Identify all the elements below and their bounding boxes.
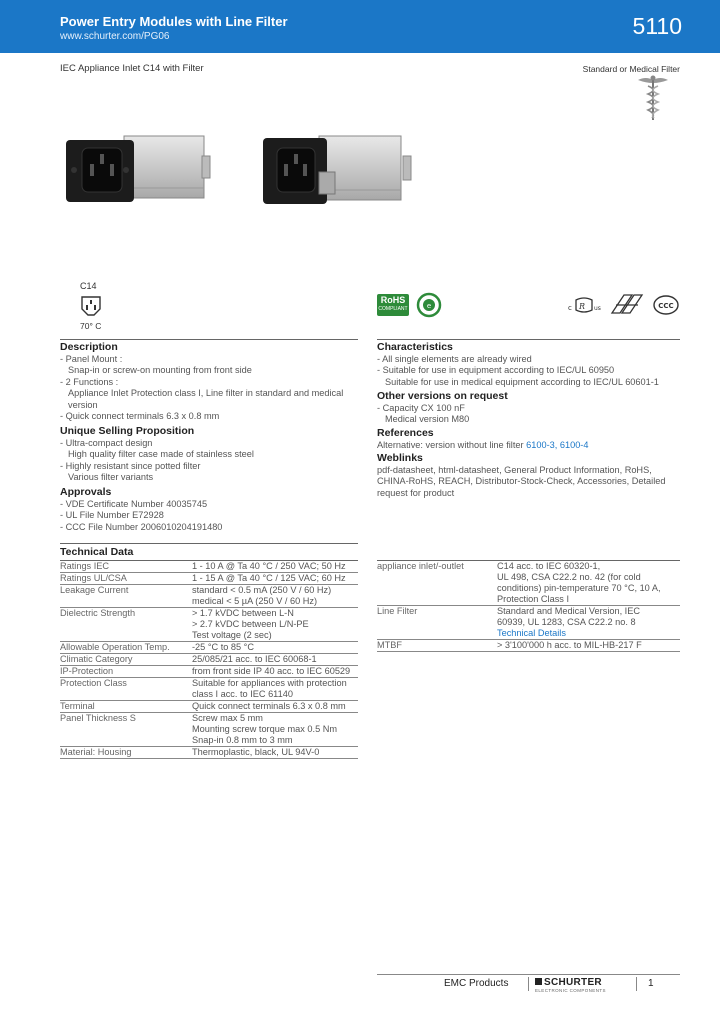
tech-data-value-line: > 3'100'000 h acc. to MIL-HB-217 F bbox=[497, 640, 642, 650]
ccc-mark-icon bbox=[652, 294, 680, 316]
approvals-heading: Approvals bbox=[60, 486, 112, 498]
rohs-badge-subtext: COMPLIANT bbox=[378, 306, 408, 312]
tech-data-value bbox=[497, 561, 680, 605]
tech-data-value bbox=[192, 747, 358, 758]
approvals-item: - UL File Number E72928 bbox=[60, 510, 164, 521]
tech-data-row bbox=[60, 573, 358, 585]
tech-data-row bbox=[377, 561, 680, 606]
tech-data-key: Dielectric Strength bbox=[60, 608, 136, 618]
product-image-snapin bbox=[255, 128, 415, 212]
tech-data-heading: Technical Data bbox=[60, 546, 134, 558]
characteristics-item: Suitable for use in medical equipment according to IEC/UL 60601-1 bbox=[385, 376, 659, 387]
tech-data-row bbox=[60, 642, 358, 654]
tech-data-value-line: 1 - 15 A @ Ta 40 °C / 125 VAC; 60 Hz bbox=[192, 573, 346, 583]
footer-separator-2 bbox=[636, 977, 637, 991]
tech-data-row bbox=[60, 585, 358, 608]
tech-data-value-line: UL 498, CSA C22.2 no. 42 (for cold bbox=[497, 572, 641, 582]
tech-data-value-line: Test voltage (2 sec) bbox=[192, 630, 272, 640]
tech-data-value bbox=[192, 701, 358, 712]
tech-data-key: Terminal bbox=[60, 701, 95, 711]
description-item: Snap-in or screw-on mounting from front side bbox=[68, 365, 252, 376]
usp-item: - Highly resistant since potted filter bbox=[60, 460, 201, 471]
approvals-section bbox=[60, 486, 358, 533]
characteristics-item: - All single elements are already wired bbox=[377, 354, 532, 364]
tech-data-key: MTBF bbox=[377, 640, 403, 650]
usp-section bbox=[60, 425, 358, 484]
c14-inlet-icon bbox=[78, 294, 104, 318]
description-item: - 2 Functions : bbox=[60, 376, 119, 387]
references-text: Alternative: version without line filter bbox=[377, 440, 524, 450]
tech-data-key: Panel Thickness S bbox=[60, 713, 136, 723]
tech-data-value-line: Thermoplastic, black, UL 94V-0 bbox=[192, 747, 320, 757]
description-item: Appliance Inlet Protection class I, Line filter in standard and medical bbox=[68, 388, 344, 399]
tech-data-value-line: Snap-in 0.8 mm to 3 mm bbox=[192, 735, 293, 745]
tech-data-value-line: from front side IP 40 acc. to IEC 60529 bbox=[192, 666, 351, 676]
tech-data-right-table bbox=[377, 560, 680, 652]
tech-data-value bbox=[192, 642, 358, 653]
china-rohs-icon bbox=[416, 292, 442, 318]
other-versions-item: - Capacity CX 100 nF bbox=[377, 403, 465, 413]
tech-data-value-line: Suitable for appliances with protection bbox=[192, 678, 347, 688]
tech-data-divider bbox=[60, 543, 358, 544]
tech-data-value bbox=[192, 608, 358, 641]
vde-mark-icon bbox=[610, 293, 644, 317]
tech-data-row bbox=[60, 654, 358, 666]
tech-data-row bbox=[60, 713, 358, 747]
svg-text:c: c bbox=[568, 304, 572, 312]
variant-label: Standard or Medical Filter bbox=[582, 64, 680, 74]
weblinks-line-3[interactable]: request for product bbox=[377, 487, 455, 498]
approvals-item: - CCC File Number 2006010204191480 bbox=[60, 521, 223, 532]
tech-data-value-line: -25 °C to 85 °C bbox=[192, 642, 254, 652]
tech-data-value-line: 25/085/21 acc. to IEC 60068-1 bbox=[192, 654, 317, 664]
tech-data-key: IP-Protection bbox=[60, 666, 114, 676]
tech-data-value-line: class I acc. to IEC 61140 bbox=[192, 689, 293, 699]
tech-data-row bbox=[377, 606, 680, 640]
tech-data-row bbox=[60, 701, 358, 713]
tech-data-value-line: medical < 5 µA (250 V / 60 Hz) bbox=[192, 596, 318, 606]
tech-data-value bbox=[192, 666, 358, 677]
tech-data-left-table bbox=[60, 560, 358, 759]
svg-text:us: us bbox=[594, 305, 601, 312]
caduceus-icon bbox=[636, 74, 670, 122]
tech-data-value bbox=[192, 654, 358, 665]
tech-data-key: Climatic Category bbox=[60, 654, 133, 664]
footer-brand-sub: ELECTRONIC COMPONENTS bbox=[535, 988, 606, 993]
description-heading: Description bbox=[60, 341, 118, 353]
connector-temp-label: 70° C bbox=[80, 321, 102, 331]
footer-brand bbox=[535, 977, 606, 993]
svg-text:e: e bbox=[426, 302, 432, 310]
cul-us-icon bbox=[568, 296, 600, 316]
tech-data-key: Ratings UL/CSA bbox=[60, 573, 127, 583]
reference-link-6100-3[interactable]: 6100-3, bbox=[526, 440, 558, 450]
tech-data-value bbox=[192, 561, 358, 572]
approvals-item: - VDE Certificate Number 40035745 bbox=[60, 499, 208, 509]
usp-item: Various filter variants bbox=[68, 472, 154, 483]
svg-text:R: R bbox=[579, 302, 586, 311]
technical-details-link[interactable]: Technical Details bbox=[497, 628, 566, 638]
product-number: 5110 bbox=[632, 13, 682, 39]
other-versions-heading: Other versions on request bbox=[377, 390, 508, 402]
usp-item: High quality filter case made of stainless steel bbox=[68, 449, 254, 460]
tech-data-value bbox=[192, 713, 358, 746]
tech-data-value bbox=[497, 640, 680, 651]
reference-link-6100-4[interactable]: 6100-4 bbox=[559, 440, 589, 450]
tech-data-key: Material: Housing bbox=[60, 747, 132, 757]
tech-data-value bbox=[192, 585, 358, 607]
product-image-screw bbox=[62, 128, 212, 210]
connector-type-label: C14 bbox=[80, 281, 97, 291]
references-heading: References bbox=[377, 427, 434, 439]
tech-data-value-line: Quick connect terminals 6.3 x 0.8 mm bbox=[192, 701, 346, 711]
rohs-badge-text: RoHS bbox=[380, 295, 406, 305]
weblinks-heading: Weblinks bbox=[377, 452, 423, 464]
tech-data-value-line: Protection Class I bbox=[497, 594, 569, 604]
tech-data-value bbox=[497, 606, 680, 639]
page-title: Power Entry Modules with Line Filter bbox=[60, 14, 288, 29]
tech-data-key: Protection Class bbox=[60, 678, 127, 688]
tech-data-row bbox=[60, 747, 358, 759]
left-divider bbox=[60, 339, 358, 340]
header-bar bbox=[0, 0, 720, 53]
rohs-badge bbox=[377, 294, 409, 316]
weblinks-line-2[interactable]: CHINA-RoHS, REACH, Distributor-Stock-Check, Accessories, Detailed bbox=[377, 476, 666, 487]
footer-page-number: 1 bbox=[648, 978, 654, 989]
tech-data-value-line: conditions) pin-temperature 70 °C, 10 A, bbox=[497, 583, 661, 593]
tech-data-key: Allowable Operation Temp. bbox=[60, 642, 170, 652]
tech-data-row bbox=[60, 561, 358, 573]
schurter-logo-icon bbox=[535, 978, 542, 985]
tech-data-row bbox=[60, 678, 358, 701]
tech-data-value-line: > 2.7 kVDC between L/N-PE bbox=[192, 619, 309, 629]
right-divider bbox=[377, 339, 680, 340]
description-section bbox=[60, 341, 358, 422]
footer-brand-text: SCHURTER bbox=[544, 977, 602, 988]
tech-data-value-line: Screw max 5 mm bbox=[192, 713, 263, 723]
description-item: - Quick connect terminals 6.3 x 0.8 mm bbox=[60, 411, 220, 422]
characteristics-item: - Suitable for use in equipment according to IEC/UL 60950 bbox=[377, 365, 615, 376]
tech-data-value-line: Standard and Medical Version, IEC bbox=[497, 606, 640, 616]
other-versions-section bbox=[377, 390, 680, 426]
weblinks-line-1[interactable]: pdf-datasheet, html-datasheet, General Product Information, RoHS, bbox=[377, 465, 652, 475]
tech-data-key: appliance inlet/-outlet bbox=[377, 561, 464, 571]
description-item: version bbox=[68, 399, 98, 410]
tech-data-value-line: 1 - 10 A @ Ta 40 °C / 250 VAC; 50 Hz bbox=[192, 561, 346, 571]
footer-divider bbox=[377, 974, 680, 975]
tech-data-row bbox=[60, 608, 358, 642]
tech-data-row bbox=[60, 666, 358, 678]
references-section bbox=[377, 427, 680, 451]
usp-item: - Ultra-compact design bbox=[60, 438, 153, 448]
tech-data-value bbox=[192, 573, 358, 584]
usp-heading: Unique Selling Proposition bbox=[60, 425, 195, 437]
svg-text:CCC: CCC bbox=[658, 302, 674, 310]
header-url-link[interactable]: www.schurter.com/PG06 bbox=[60, 31, 170, 42]
tech-data-key: Leakage Current bbox=[60, 585, 129, 595]
weblinks-section bbox=[377, 452, 680, 499]
tech-data-value-line: standard < 0.5 mA (250 V / 60 Hz) bbox=[192, 585, 332, 595]
footer-separator bbox=[528, 977, 529, 991]
tech-data-value bbox=[192, 678, 358, 700]
characteristics-heading: Characteristics bbox=[377, 341, 453, 353]
description-item: - Panel Mount : bbox=[60, 354, 123, 364]
characteristics-section bbox=[377, 341, 680, 388]
tech-data-value-line: C14 acc. to IEC 60320-1, bbox=[497, 561, 601, 571]
footer-section-label: EMC Products bbox=[444, 978, 509, 989]
tech-data-value-line: Mounting screw torque max 0.5 Nm bbox=[192, 724, 338, 734]
tech-data-key: Line Filter bbox=[377, 606, 418, 616]
tech-data-key: Ratings IEC bbox=[60, 561, 110, 571]
footer-brand-name bbox=[535, 977, 606, 988]
product-subtitle: IEC Appliance Inlet C14 with Filter bbox=[60, 63, 204, 74]
tech-data-row bbox=[377, 640, 680, 652]
other-versions-item: Medical version M80 bbox=[385, 414, 470, 425]
tech-data-value-line: > 1.7 kVDC between L-N bbox=[192, 608, 294, 618]
tech-data-value-line: 60939, UL 1283, CSA C22.2 no. 8 bbox=[497, 617, 636, 627]
